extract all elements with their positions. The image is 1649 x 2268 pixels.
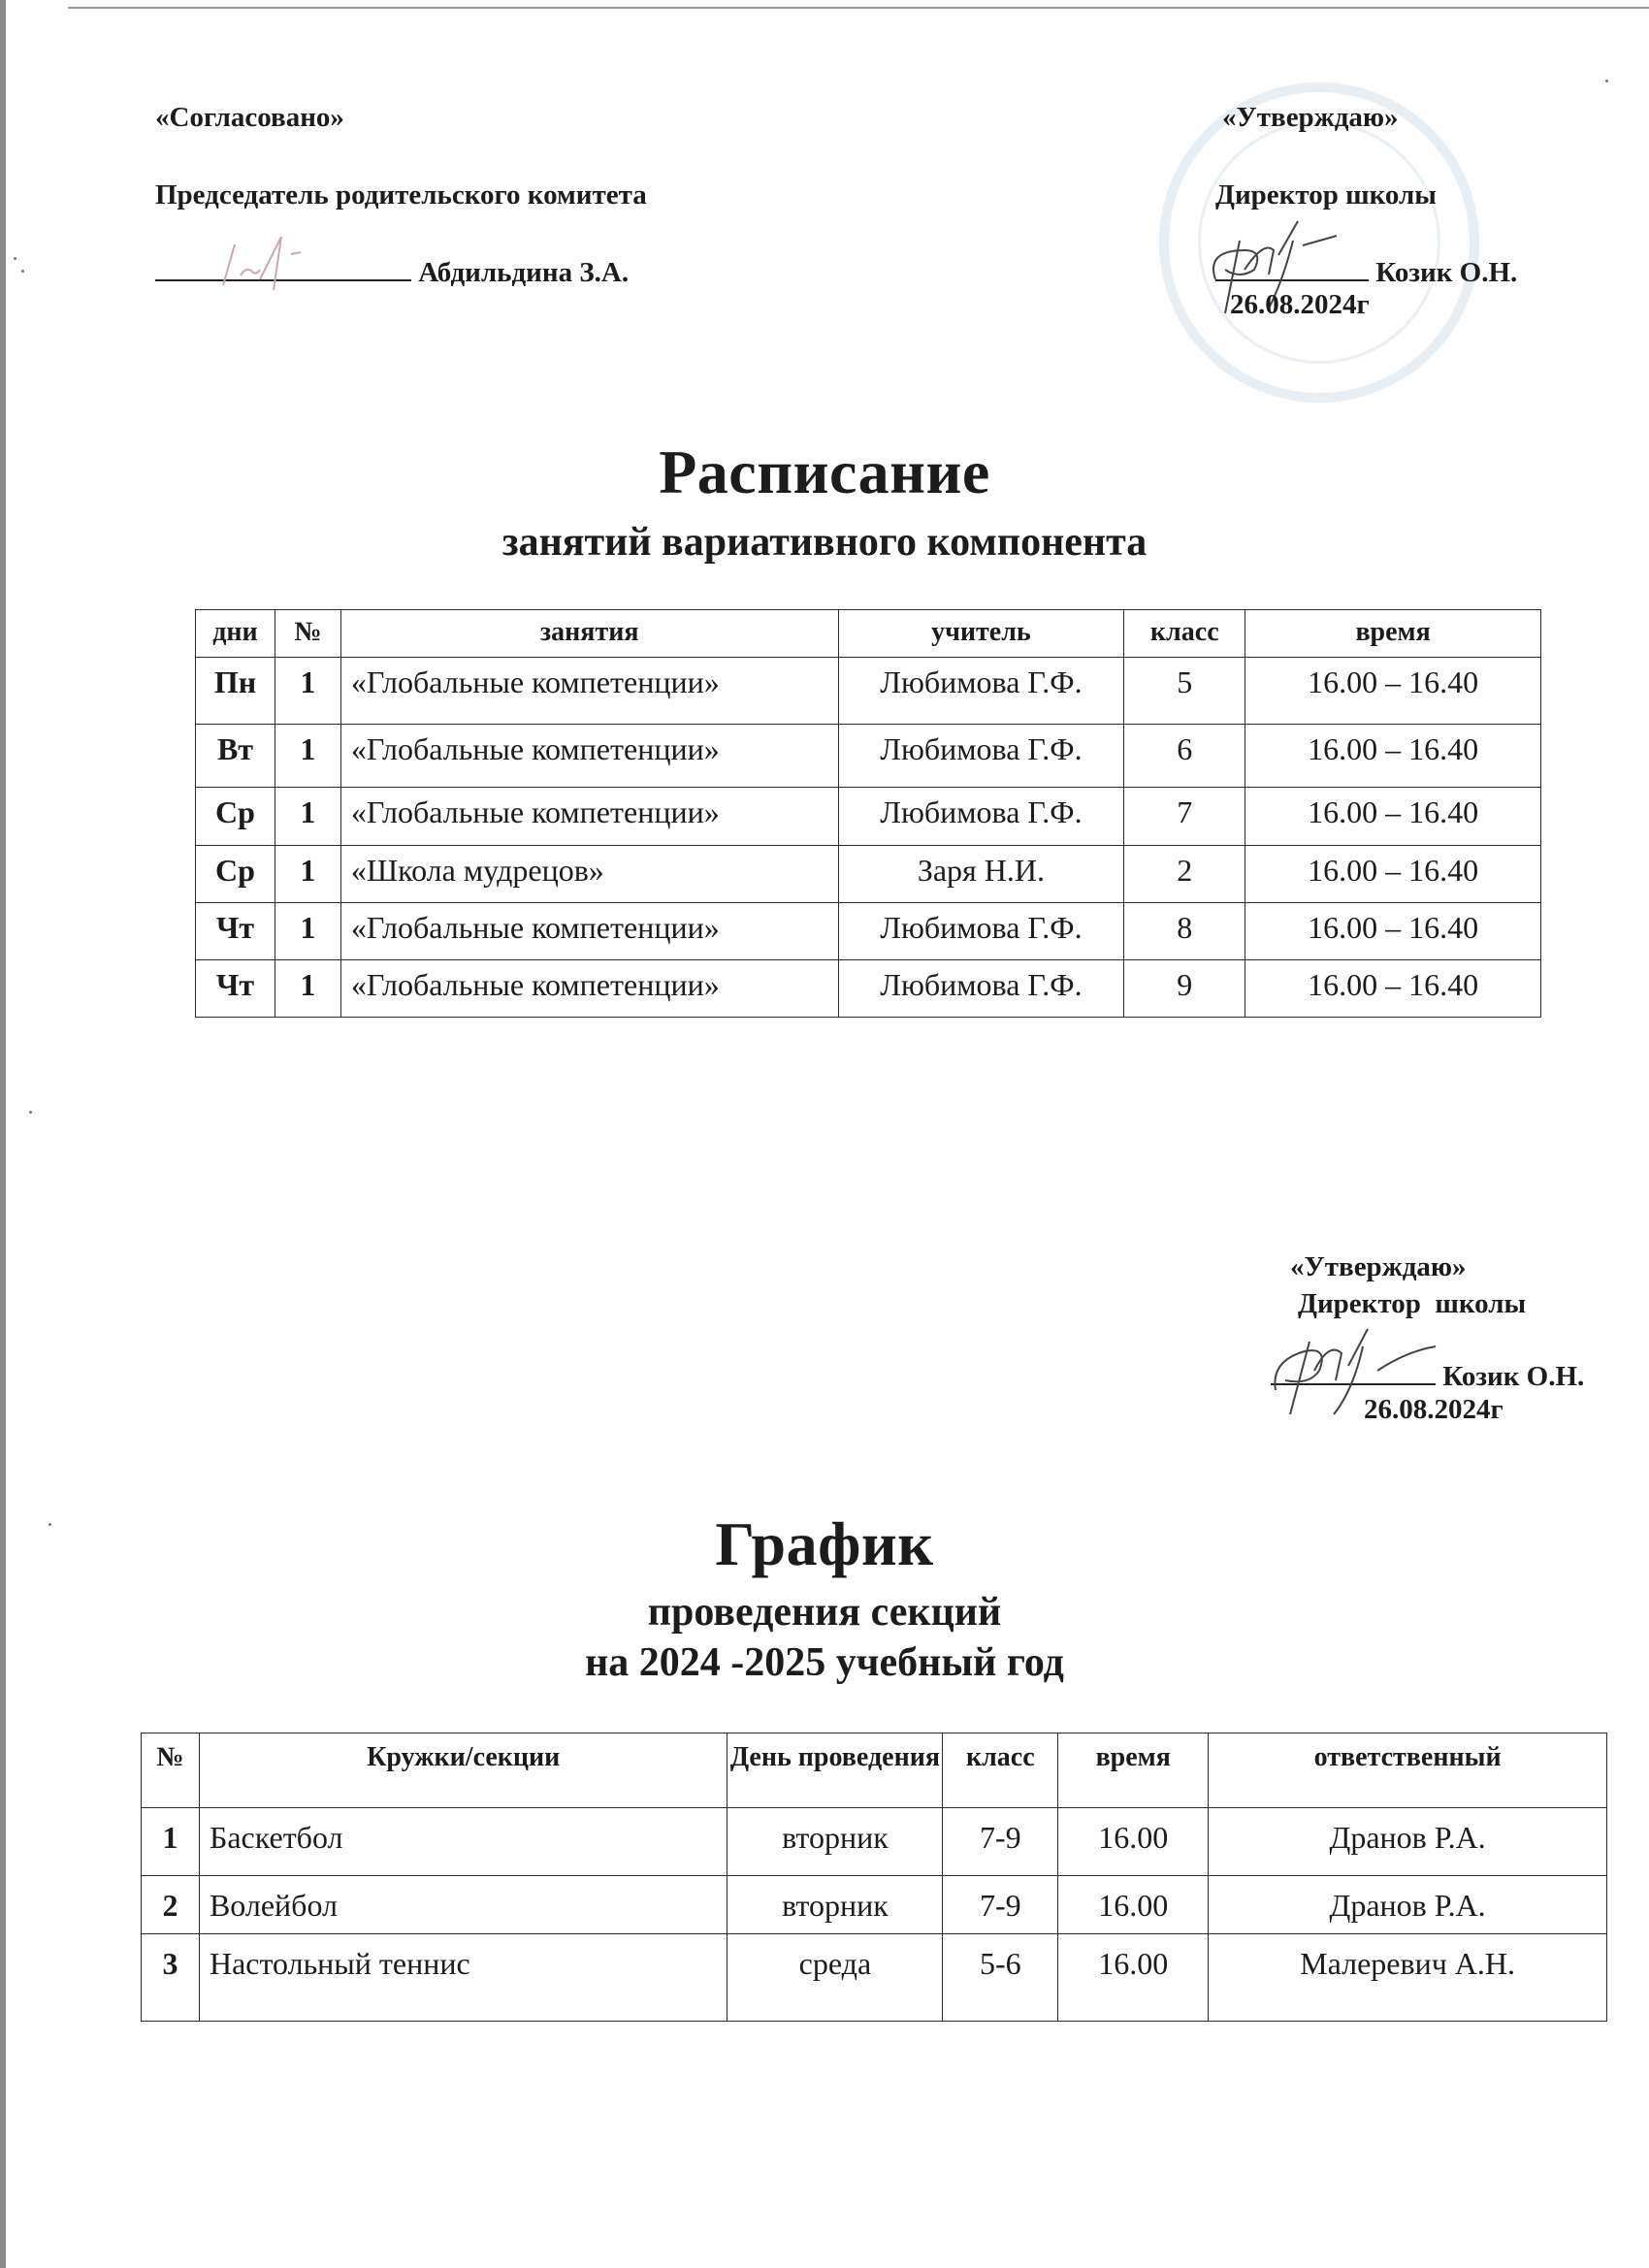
approval-second-position: Директор школы — [1298, 1288, 1527, 1319]
schedule-title: Расписание — [659, 437, 990, 506]
cell-responsible: Малеревич А.Н. — [1209, 1934, 1607, 2022]
cell-time: 16.00 – 16.40 — [1245, 658, 1541, 725]
table-row — [142, 1934, 1607, 2022]
schedule-header-row — [196, 610, 1541, 658]
cell-day: Ср — [196, 846, 275, 903]
cell-day: Чт — [196, 960, 275, 1018]
cell-teacher: Любимова Г.Ф. — [838, 658, 1124, 725]
cell-lesson: «Глобальные компетенции» — [340, 960, 838, 1018]
scan-speck — [1605, 80, 1608, 82]
sections-subtitle-1: проведения секций — [647, 1590, 1002, 1635]
approval-right-date: 26.08.2024г — [1230, 289, 1370, 320]
approval-right-heading: «Утверждаю» — [1222, 102, 1399, 133]
approval-second-date: 26.08.2024г — [1364, 1394, 1504, 1425]
sections-title: График — [715, 1509, 934, 1578]
column-header: дни — [196, 610, 275, 658]
cell-section-name: Волейбол — [199, 1876, 728, 1934]
scan-edge-top — [68, 7, 1649, 9]
cell-lesson: «Глобальные компетенции» — [340, 658, 838, 725]
approval-second-signature-row — [1271, 1356, 1584, 1393]
signature-line — [1271, 1356, 1436, 1385]
cell-num: 1 — [275, 903, 340, 960]
cell-num: 1 — [275, 960, 340, 1018]
cell-time: 16.00 — [1058, 1876, 1209, 1934]
sections-table — [141, 1733, 1607, 2022]
table-row — [196, 788, 1541, 846]
cell-time: 16.00 — [1058, 1934, 1209, 2022]
cell-lesson: «Глобальные компетенции» — [340, 725, 838, 788]
cell-day: вторник — [728, 1808, 943, 1876]
signature-mark — [155, 237, 411, 295]
cell-section-name: Настольный теннис — [199, 1934, 728, 2022]
column-header: время — [1245, 610, 1541, 658]
table-row — [196, 960, 1541, 1018]
cell-num: 3 — [142, 1934, 200, 2022]
column-header: День проведения — [728, 1733, 943, 1808]
cell-num: 1 — [275, 846, 340, 903]
approval-left-name: Абдильдина З.А. — [418, 257, 630, 288]
cell-day: вторник — [728, 1876, 943, 1934]
approval-second-heading: «Утверждаю» — [1290, 1251, 1467, 1282]
scan-speck — [29, 1111, 32, 1114]
cell-time: 16.00 – 16.40 — [1245, 960, 1541, 1018]
column-header: класс — [943, 1733, 1058, 1808]
approval-left-position: Председатель родительского комитета — [155, 179, 647, 211]
cell-day: Пн — [196, 658, 275, 725]
cell-grade: 2 — [1124, 846, 1245, 903]
cell-time: 16.00 – 16.40 — [1245, 903, 1541, 960]
approval-left-heading: «Согласовано» — [155, 102, 344, 133]
cell-teacher: Любимова Г.Ф. — [838, 725, 1124, 788]
approval-right-position: Директор школы — [1215, 179, 1437, 211]
cell-lesson: «Глобальные компетенции» — [340, 903, 838, 960]
sections-subtitle-2: на 2024 -2025 учебный год — [585, 1640, 1064, 1685]
column-header: класс — [1124, 610, 1245, 658]
cell-grade: 5 — [1124, 658, 1245, 725]
cell-grade: 5-6 — [943, 1934, 1058, 2022]
cell-teacher: Любимова Г.Ф. — [838, 788, 1124, 846]
cell-lesson: «Глобальные компетенции» — [340, 788, 838, 846]
table-row — [196, 658, 1541, 725]
cell-num: 1 — [142, 1808, 200, 1876]
cell-grade: 8 — [1124, 903, 1245, 960]
schedule-subtitle: занятий вариативного компонента — [501, 520, 1148, 565]
cell-time: 16.00 – 16.40 — [1245, 725, 1541, 788]
cell-grade: 6 — [1124, 725, 1245, 788]
cell-teacher: Любимова Г.Ф. — [838, 903, 1124, 960]
cell-responsible: Дранов Р.А. — [1209, 1876, 1607, 1934]
sections-header-row — [142, 1733, 1607, 1808]
cell-time: 16.00 – 16.40 — [1245, 846, 1541, 903]
column-header: учитель — [838, 610, 1124, 658]
signature-line — [155, 250, 411, 281]
column-header: время — [1058, 1733, 1209, 1808]
cell-grade: 7-9 — [943, 1876, 1058, 1934]
cell-day: Вт — [196, 725, 275, 788]
cell-grade: 9 — [1124, 960, 1245, 1018]
column-header: ответственный — [1209, 1733, 1607, 1808]
schedule-table — [195, 609, 1541, 1018]
approval-right-signature-row — [1215, 250, 1517, 289]
cell-responsible: Дранов Р.А. — [1209, 1808, 1607, 1876]
column-header: Кружки/секции — [199, 1733, 728, 1808]
cell-day: Чт — [196, 903, 275, 960]
cell-grade: 7-9 — [943, 1808, 1058, 1876]
table-row — [196, 725, 1541, 788]
approval-right-name: Козик О.Н. — [1375, 257, 1518, 288]
cell-num: 2 — [142, 1876, 200, 1934]
cell-teacher: Заря Н.И. — [838, 846, 1124, 903]
column-header: № — [275, 610, 340, 658]
cell-day: Ср — [196, 788, 275, 846]
cell-grade: 7 — [1124, 788, 1245, 846]
table-row — [196, 903, 1541, 960]
table-row — [196, 846, 1541, 903]
cell-time: 16.00 — [1058, 1808, 1209, 1876]
scan-speck — [14, 257, 16, 260]
cell-num: 1 — [275, 788, 340, 846]
cell-num: 1 — [275, 658, 340, 725]
cell-num: 1 — [275, 725, 340, 788]
cell-day: среда — [728, 1934, 943, 2022]
scan-speck — [21, 270, 24, 273]
approval-left-signature-row — [155, 250, 629, 289]
cell-lesson: «Школа мудрецов» — [340, 846, 838, 903]
column-header: № — [142, 1733, 200, 1808]
table-row — [142, 1876, 1607, 1934]
cell-time: 16.00 – 16.40 — [1245, 788, 1541, 846]
signature-line — [1215, 250, 1369, 281]
column-header: занятия — [340, 610, 838, 658]
cell-teacher: Любимова Г.Ф. — [838, 960, 1124, 1018]
scan-edge-left — [0, 0, 6, 2268]
approval-second-name: Козик О.Н. — [1442, 1361, 1585, 1392]
table-row — [142, 1808, 1607, 1876]
cell-section-name: Баскетбол — [199, 1808, 728, 1876]
